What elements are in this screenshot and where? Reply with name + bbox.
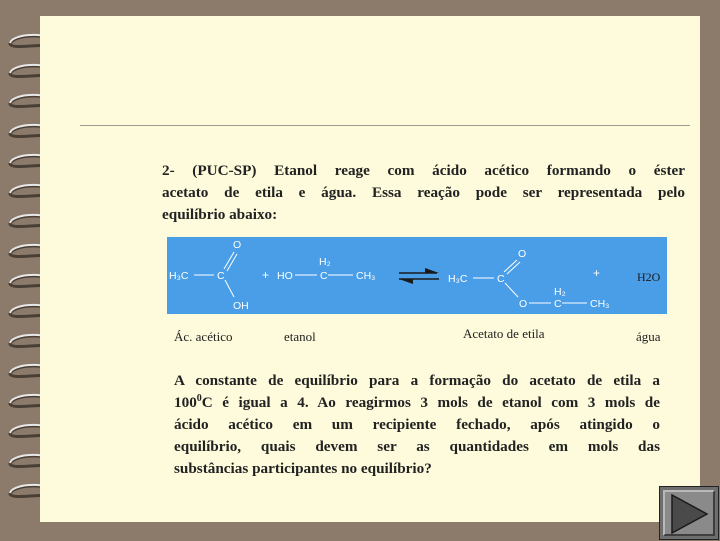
paragraph-line: [174, 392, 660, 414]
atom-ch3: CH₃: [356, 270, 376, 282]
equilibrium-arrow: [399, 268, 439, 284]
atom-c: C: [497, 273, 505, 285]
atom-ho: HO: [277, 270, 293, 282]
atom-c: C: [320, 270, 328, 282]
atom-h3c: H₃C: [169, 270, 189, 282]
atom-o: O: [233, 239, 242, 251]
atom-c: C: [554, 298, 562, 310]
atom-oh: OH: [233, 300, 249, 312]
question-line: acetato de etila e água. Essa reação pode ser representada pelo: [162, 184, 685, 201]
label-water: água: [636, 329, 661, 344]
reaction-equation: [167, 237, 667, 314]
label-acetic-acid: Ác. acético: [174, 329, 233, 344]
atom-h2: H₂: [554, 286, 566, 298]
paragraph-line: substâncias participantes no equilíbrio?: [174, 460, 432, 477]
paragraph-line: A constante de equilíbrio para a formação do acetato de etila a: [174, 372, 660, 389]
label-ethanol: etanol: [284, 329, 316, 344]
question-line: equilíbrio abaixo:: [162, 206, 278, 223]
atom-c: C: [217, 270, 225, 282]
atom-o: O: [518, 248, 527, 260]
paragraph-line: equilíbrio, quais devem ser as quantidades em mols das: [174, 438, 660, 455]
temperature-value: 100: [174, 394, 197, 411]
play-arrow-icon: [660, 487, 720, 541]
atom-h2: H₂: [319, 256, 331, 268]
problem-paragraph: [174, 370, 660, 480]
label-ethyl-acetate: Acetato de etila: [463, 326, 545, 341]
question-text: [162, 160, 685, 226]
plus-sign: +: [262, 268, 270, 282]
next-slide-button[interactable]: [659, 486, 719, 540]
plus-sign: +: [593, 266, 601, 280]
atom-h3c: H₃C: [448, 273, 468, 285]
degree-superscript: 0: [196, 392, 202, 404]
paragraph-line: ácido acético em um recipiente fechado, após atingido o: [174, 416, 660, 433]
title-divider: [80, 125, 690, 126]
paragraph-text: C é igual a 4. Ao reagirmos 3 mols de etanol com 3 mols de: [201, 394, 660, 411]
water-formula: H2O: [637, 270, 661, 284]
atom-o: O: [519, 298, 528, 310]
atom-ch3: CH₃: [590, 298, 610, 310]
question-line: 2- (PUC-SP) Etanol reage com ácido acético formando o éster: [162, 162, 685, 179]
